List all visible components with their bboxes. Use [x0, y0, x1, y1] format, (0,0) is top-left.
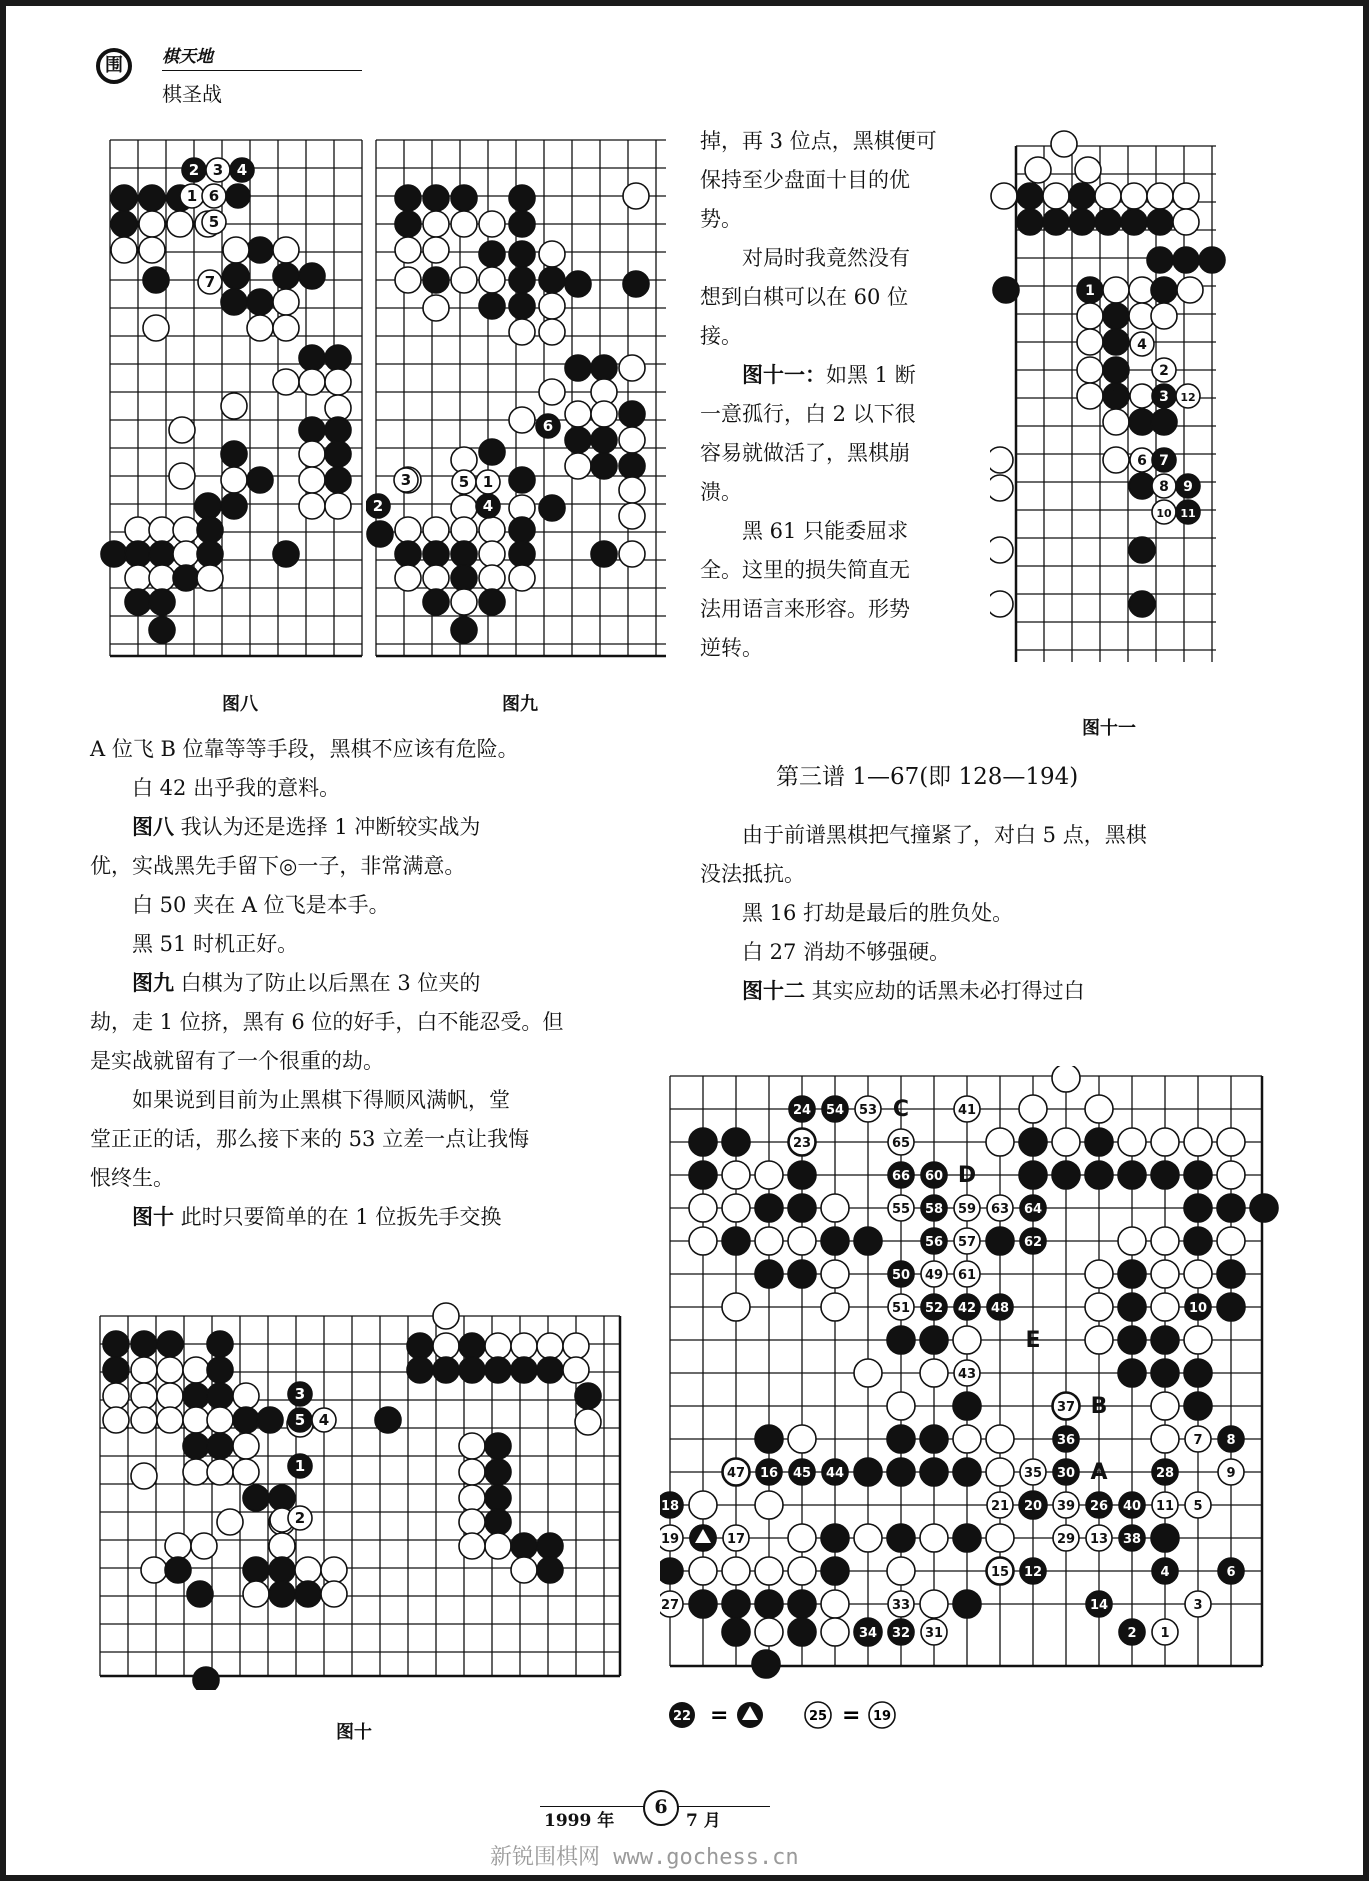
- svg-text:34: 34: [858, 1626, 878, 1641]
- svg-text:23: 23: [792, 1136, 812, 1151]
- point-d: D: [957, 1163, 977, 1188]
- svg-text:22: 22: [672, 1709, 692, 1724]
- footer: [540, 1790, 780, 1830]
- svg-text:45: 45: [792, 1466, 812, 1481]
- svg-text:1: 1: [1160, 1626, 1170, 1641]
- mid-line-7: [700, 356, 980, 395]
- mid-line-9: 容易就做活了，黑棋崩: [700, 441, 910, 465]
- svg-text:52: 52: [924, 1301, 944, 1316]
- svg-text:29: 29: [1056, 1532, 1076, 1547]
- caption-fig10: 图十: [336, 1722, 372, 1743]
- svg-text:30: 30: [1056, 1466, 1076, 1481]
- svg-text:19: 19: [660, 1532, 680, 1547]
- caption-fig11: 图十一: [1082, 718, 1136, 739]
- svg-text:58: 58: [924, 1202, 944, 1217]
- right-line-1: 由于前谱黑棋把气撞紧了，对白 5 点，黑棋: [742, 823, 1147, 847]
- svg-text:57: 57: [957, 1235, 977, 1250]
- svg-text:2: 2: [372, 497, 384, 515]
- fig10-ref: 图十: [132, 1205, 174, 1229]
- left-line-13-text: 此时只要简单的在 1 位扳先手交换: [174, 1205, 502, 1229]
- mid-line-13: 法用语言来形容。形势: [700, 597, 910, 621]
- svg-text:6: 6: [1226, 1565, 1236, 1580]
- right-line-3: 黑 16 打劫是最后的胜负处。: [742, 901, 1014, 925]
- left-line-1: A 位飞 B 位靠等等手段，黑棋不应该有危险。: [90, 737, 519, 761]
- svg-text:5: 5: [208, 213, 220, 231]
- svg-text:20: 20: [1023, 1499, 1043, 1514]
- left-line-6: 黑 51 时机正好。: [132, 932, 299, 956]
- svg-text:3: 3: [212, 161, 224, 179]
- left-line-7-text: 白棋为了防止以后黑在 3 位夹的: [174, 971, 481, 995]
- stones-fig12: [689, 1066, 1278, 1678]
- svg-text:64: 64: [1023, 1202, 1043, 1217]
- svg-text:2: 2: [1127, 1626, 1137, 1641]
- svg-text:55: 55: [891, 1202, 911, 1217]
- svg-text:59: 59: [957, 1202, 977, 1217]
- fig12-ref: 图十二: [742, 979, 805, 1003]
- svg-text:48: 48: [990, 1301, 1010, 1316]
- svg-text:3: 3: [1193, 1598, 1203, 1613]
- svg-text:51: 51: [891, 1301, 911, 1316]
- svg-text:41: 41: [957, 1103, 977, 1118]
- fig8-ref: 图八: [132, 815, 174, 839]
- svg-text:60: 60: [924, 1169, 944, 1184]
- left-line-13: [90, 1198, 650, 1237]
- svg-text:50: 50: [891, 1268, 911, 1283]
- svg-text:39: 39: [1056, 1499, 1076, 1514]
- svg-text:1: 1: [294, 1457, 306, 1475]
- svg-text:4: 4: [1160, 1565, 1170, 1580]
- caption-fig8: 图八: [222, 694, 258, 715]
- point-b: B: [1090, 1394, 1108, 1419]
- svg-text:4: 4: [482, 497, 494, 515]
- page-number: 6: [643, 1790, 679, 1826]
- svg-text:=: =: [842, 1703, 861, 1728]
- svg-text:38: 38: [1122, 1532, 1142, 1547]
- left-line-2: 白 42 出乎我的意料。: [132, 776, 341, 800]
- go-board-fig12: [660, 1066, 1300, 1686]
- svg-text:13: 13: [1089, 1532, 1109, 1547]
- mid-line-6: 接。: [700, 324, 742, 348]
- right-text-column: [700, 816, 1260, 1011]
- chapter-heading: 第三谱 1—67(即 128—194): [776, 764, 1079, 790]
- svg-text:37: 37: [1056, 1400, 1076, 1415]
- svg-text:7: 7: [204, 273, 216, 291]
- svg-text:2: 2: [1159, 363, 1169, 379]
- fig12-equivalence-note: [668, 1700, 908, 1730]
- svg-text:65: 65: [891, 1136, 911, 1151]
- svg-text:7: 7: [1193, 1433, 1203, 1448]
- svg-text:44: 44: [825, 1466, 845, 1481]
- go-board-fig11: [990, 126, 1250, 666]
- mid-line-7-text: 如黑 1 断: [826, 363, 916, 387]
- magazine-name: 棋天地: [162, 47, 213, 67]
- svg-text:62: 62: [1023, 1235, 1043, 1250]
- go-board-fig8: [100, 130, 370, 670]
- svg-text:1: 1: [482, 473, 494, 491]
- svg-text:31: 31: [924, 1626, 944, 1641]
- svg-text:32: 32: [891, 1626, 911, 1641]
- left-line-3: [90, 808, 650, 847]
- mid-line-3: 势。: [700, 207, 742, 231]
- left-line-10: 如果说到目前为止黑棋下得顺风满帆，堂: [132, 1088, 510, 1112]
- svg-text:12: 12: [1023, 1565, 1043, 1580]
- svg-text:36: 36: [1056, 1433, 1076, 1448]
- mid-line-8: 一意孤行，白 2 以下很: [700, 402, 916, 426]
- fig9-ref: 图九: [132, 971, 174, 995]
- svg-text:40: 40: [1122, 1499, 1142, 1514]
- svg-text:1: 1: [1085, 283, 1095, 299]
- svg-text:3: 3: [400, 471, 412, 489]
- svg-text:49: 49: [924, 1268, 944, 1283]
- svg-text:63: 63: [990, 1202, 1010, 1217]
- svg-text:10: 10: [1188, 1301, 1208, 1316]
- mid-line-2: 保持至少盘面十目的优: [700, 168, 910, 192]
- mid-line-5: 想到白棋可以在 60 位: [700, 285, 909, 309]
- svg-text:19: 19: [872, 1709, 892, 1724]
- left-line-9: 是实战就留有了一个很重的劫。: [90, 1049, 384, 1073]
- caption-fig9: 图九: [502, 694, 538, 715]
- svg-text:5: 5: [458, 473, 470, 491]
- point-c: C: [892, 1097, 910, 1122]
- svg-text:33: 33: [891, 1598, 911, 1613]
- svg-text:3: 3: [1159, 389, 1169, 405]
- left-line-4: 优，实战黑先手留下◎一子，非常满意。: [90, 854, 466, 878]
- left-line-11: 堂正正的话，那么接下来的 53 立差一点让我悔: [90, 1127, 530, 1151]
- magazine-logo: 围: [96, 48, 132, 84]
- point-e: E: [1025, 1328, 1041, 1353]
- middle-text-column: [700, 122, 980, 668]
- left-line-5: 白 50 夹在 A 位飞是本手。: [132, 893, 390, 917]
- watermark: 新锐围棋网 www.gochess.cn: [490, 1845, 799, 1870]
- svg-text:1: 1: [186, 187, 198, 205]
- footer-year: 1999 年: [544, 1811, 615, 1831]
- svg-text:9: 9: [1183, 479, 1193, 495]
- left-text-column: [90, 730, 650, 1237]
- svg-text:2: 2: [188, 161, 200, 179]
- header: [96, 40, 368, 106]
- svg-text:35: 35: [1023, 1466, 1043, 1481]
- svg-text:17: 17: [726, 1532, 746, 1547]
- svg-text:5: 5: [1193, 1499, 1203, 1514]
- svg-text:6: 6: [208, 187, 220, 205]
- svg-text:=: =: [710, 1703, 729, 1728]
- right-line-5-text: 其实应劫的话黑未必打得过白: [805, 979, 1085, 1003]
- svg-text:3: 3: [294, 1385, 306, 1403]
- svg-text:26: 26: [1089, 1499, 1109, 1514]
- svg-text:6: 6: [542, 417, 554, 435]
- svg-text:21: 21: [990, 1499, 1010, 1514]
- svg-text:24: 24: [792, 1103, 812, 1118]
- svg-text:14: 14: [1089, 1598, 1109, 1613]
- svg-text:15: 15: [990, 1565, 1010, 1580]
- left-line-3-text: 我认为还是选择 1 冲断较实战为: [174, 815, 481, 839]
- svg-text:47: 47: [726, 1466, 746, 1481]
- svg-text:28: 28: [1155, 1466, 1175, 1481]
- svg-text:53: 53: [858, 1103, 878, 1118]
- right-line-2: 没法抵抗。: [700, 862, 805, 886]
- svg-text:27: 27: [660, 1598, 680, 1613]
- section-name: 棋圣战: [162, 82, 222, 106]
- svg-text:5: 5: [294, 1411, 306, 1429]
- mid-line-4: 对局时我竟然没有: [742, 246, 910, 270]
- mid-line-14: 逆转。: [700, 636, 763, 660]
- svg-text:2: 2: [294, 1509, 306, 1527]
- svg-text:18: 18: [660, 1499, 680, 1514]
- left-line-8: 劫，走 1 位挤，黑有 6 位的好手，白不能忍受。但: [90, 1010, 564, 1034]
- svg-text:8: 8: [1159, 479, 1169, 495]
- svg-text:11: 11: [1180, 507, 1196, 520]
- go-board-fig10: [90, 1300, 630, 1690]
- header-rule: [162, 70, 362, 71]
- fig11-ref: 图十一：: [742, 363, 826, 387]
- right-line-5: [700, 972, 1260, 1011]
- svg-text:9: 9: [1226, 1466, 1236, 1481]
- svg-text:10: 10: [1156, 507, 1172, 520]
- svg-text:7: 7: [1159, 453, 1169, 469]
- svg-text:56: 56: [924, 1235, 944, 1250]
- svg-text:4: 4: [1137, 337, 1147, 353]
- svg-text:8: 8: [1226, 1433, 1236, 1448]
- left-line-7: [90, 964, 650, 1003]
- fig12-note-graphic: [668, 1700, 908, 1730]
- svg-text:6: 6: [1137, 453, 1147, 469]
- svg-text:43: 43: [957, 1367, 977, 1382]
- svg-text:4: 4: [318, 1411, 330, 1429]
- go-board-fig9: [366, 130, 686, 670]
- svg-text:16: 16: [759, 1466, 779, 1481]
- svg-text:4: 4: [236, 161, 248, 179]
- svg-text:12: 12: [1180, 391, 1196, 404]
- mid-line-1: 掉，再 3 位点，黑棋便可: [700, 129, 937, 153]
- marker-triangle-fig12: [690, 1525, 716, 1551]
- svg-text:42: 42: [957, 1301, 977, 1316]
- footer-month: 7 月: [686, 1811, 721, 1831]
- mid-line-10: 溃。: [700, 480, 742, 504]
- svg-text:54: 54: [825, 1103, 845, 1118]
- left-line-12: 恨终生。: [90, 1166, 174, 1190]
- mid-line-11: 黑 61 只能委屈求: [742, 519, 909, 543]
- right-line-4: 白 27 消劫不够强硬。: [742, 940, 951, 964]
- svg-text:61: 61: [957, 1268, 977, 1283]
- svg-text:66: 66: [891, 1169, 911, 1184]
- svg-text:11: 11: [1155, 1499, 1175, 1514]
- svg-text:25: 25: [808, 1709, 828, 1724]
- mid-line-12: 全。这里的损失简直无: [700, 558, 910, 582]
- point-a: A: [1090, 1460, 1108, 1485]
